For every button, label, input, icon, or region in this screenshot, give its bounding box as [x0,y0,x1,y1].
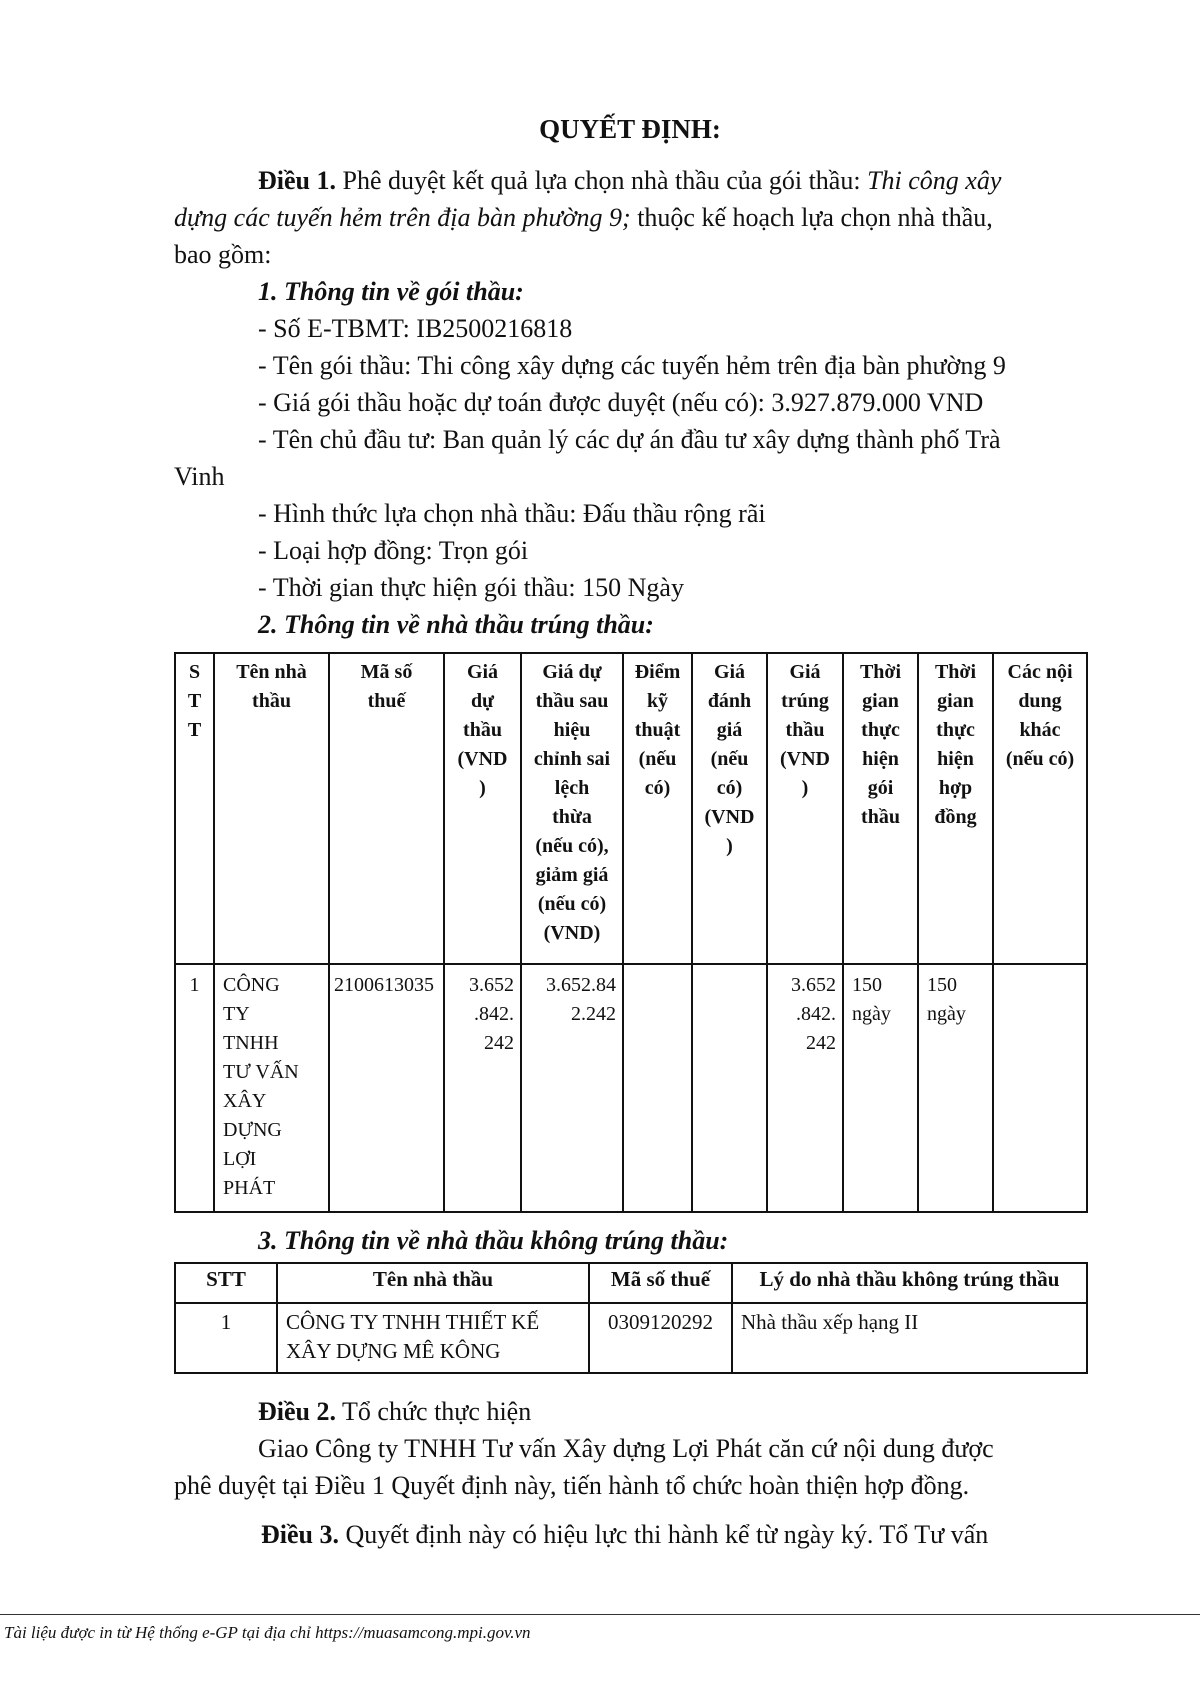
info-line-tbmt: - Số E-TBMT: IB2500216818 [258,314,573,343]
header-eval-price-label: Giá đánh giá (nếu có) (VND ) [704,661,755,857]
info-line-package-price: - Giá gói thầu hoặc dự toán được duyệt (nếu có): 3.927.879.000 VND [258,388,984,417]
header-reason: Lý do nhà thầu không trúng thầu [732,1263,1087,1303]
cell-adjusted-price-value: 3.652.84 2.242 [546,974,616,1025]
cell-bid-price [444,964,521,1212]
dieu1-line-3: bao gồm: [174,240,272,269]
table-header-row [175,1263,1087,1303]
cell-name [214,964,329,1212]
cell-stt: 1 [175,1303,277,1373]
dieu2-label: Điều 2. [258,1397,336,1426]
header-tax-label: Mã số thuế [360,661,413,712]
info-line-investor-cont: Vinh [174,462,225,491]
dieu3-text: Quyết định này có hiệu lực thi hành kể từ ngày ký. Tổ Tư vấn [339,1520,989,1549]
info-line-duration: - Thời gian thực hiện gói thầu: 150 Ngày [258,573,684,602]
dieu2-body-2: phê duyệt tại Điều 1 Quyết định này, tiến hành tổ chức hoàn thiện hợp đồng. [174,1471,970,1500]
header-win-price-label: Giá trúng thầu (VND ) [780,661,830,799]
header-other [993,653,1087,964]
cell-bid-price-value: 3.652 .842. 242 [469,974,514,1054]
header-tech-score [623,653,692,964]
header-adjusted-price-label: Giá dự thầu sau hiệu chỉnh sai lệch thừa (nếu có), giảm giá (nếu có) (VND) [533,661,611,944]
info-line-method: - Hình thức lựa chọn nhà thầu: Đấu thầu rộng rãi [258,499,766,528]
winning-contractor-table [174,652,1088,1213]
header-win-price [767,653,843,964]
cell-adjusted-price [521,964,623,1212]
cell-tech-score [623,964,692,1212]
header-contract-time-label: Thời gian thực hiện hợp đồng [934,661,977,828]
dieu1-text-b: thuộc kế hoạch lựa chọn nhà thầu, [630,203,993,232]
table-row [175,964,1087,1212]
info-line-package-name: - Tên gói thầu: Thi công xây dựng các tuyến hẻm trên địa bàn phường 9 [258,351,1006,380]
header-eval-price [692,653,767,964]
cell-win-price [767,964,843,1212]
dieu3-line [261,1516,988,1553]
dieu2-body-1: Giao Công ty TNHH Tư vấn Xây dựng Lợi Phát căn cứ nội dung được [258,1434,994,1463]
dieu1-line-1 [258,162,1001,199]
section2-heading: 2. Thông tin về nhà thầu trúng thầu: [258,610,654,639]
header-package-time-label: Thời gian thực hiện gói thầu [859,661,902,828]
header-bid-price-label: Giá dự thầu (VND ) [457,661,508,799]
cell-stt-value: 1 [189,974,200,996]
dieu2-text: Tổ chức thực hiện [336,1397,532,1426]
header-bid-price [444,653,521,964]
dieu1-package-1: Thi công xây [867,166,1002,195]
cell-tax [329,964,444,1212]
header-name [214,653,329,964]
footer-divider [0,1614,1200,1615]
header-stt: STT [175,1263,277,1303]
info-line-contract-type: - Loại hợp đồng: Trọn gói [258,536,529,565]
dieu1-line-2 [174,199,993,236]
cell-contract-time [918,964,993,1212]
dieu2-line [258,1393,531,1430]
table-header-row [175,653,1087,964]
losing-contractor-table [174,1262,1088,1374]
dieu1-text-a: Phê duyệt kết quả lựa chọn nhà thầu của gói thầu: [336,166,868,195]
header-name-label: Tên nhà thầu [236,661,307,712]
header-stt [175,653,214,964]
section1-heading: 1. Thông tin về gói thầu: [258,277,524,306]
table-row [175,1303,1087,1373]
info-line-investor: - Tên chủ đầu tư: Ban quản lý các dự án đầu tư xây dựng thành phố Trà [258,425,1001,454]
header-tech-score-label: Điểm kỹ thuật (nếu có) [634,661,681,799]
header-name: Tên nhà thầu [277,1263,589,1303]
section3-heading: 3. Thông tin về nhà thầu không trúng thầu: [258,1226,729,1255]
dieu1-package-2: dựng các tuyến hẻm trên địa bàn phường 9; [174,203,631,232]
cell-package-time-value: 150 ngày [852,974,891,1025]
cell-name: CÔNG TY TNHH THIẾT KẾ XÂY DỰNG MÊ KÔNG [277,1303,589,1373]
header-package-time [843,653,918,964]
cell-tax-value: 2100613035 [334,974,434,996]
header-tax [329,653,444,964]
header-contract-time [918,653,993,964]
cell-stt [175,964,214,1212]
cell-name-value: CÔNG TY TNHH TƯ VẤN XÂY DỰNG LỢI PHÁT [223,974,299,1199]
header-tax: Mã số thuế [589,1263,732,1303]
decision-title: QUYẾT ĐỊNH: [539,114,721,144]
header-other-label: Các nội dung khác (nếu có) [1005,661,1075,770]
cell-eval-price [692,964,767,1212]
cell-reason: Nhà thầu xếp hạng II [732,1303,1087,1373]
dieu3-label: Điều 3. [261,1520,339,1549]
cell-win-price-value: 3.652 .842. 242 [791,974,836,1054]
dieu1-label: Điều 1. [258,166,336,195]
footer-note: Tài liệu được in từ Hệ thống e-GP tại địa chỉ https://muasamcong.mpi.gov.vn [4,1623,531,1642]
cell-tax: 0309120292 [589,1303,732,1373]
cell-package-time [843,964,918,1212]
header-adjusted-price [521,653,623,964]
cell-other [993,964,1087,1212]
header-stt-label: S T T [187,661,202,741]
cell-contract-time-value: 150 ngày [927,974,966,1025]
